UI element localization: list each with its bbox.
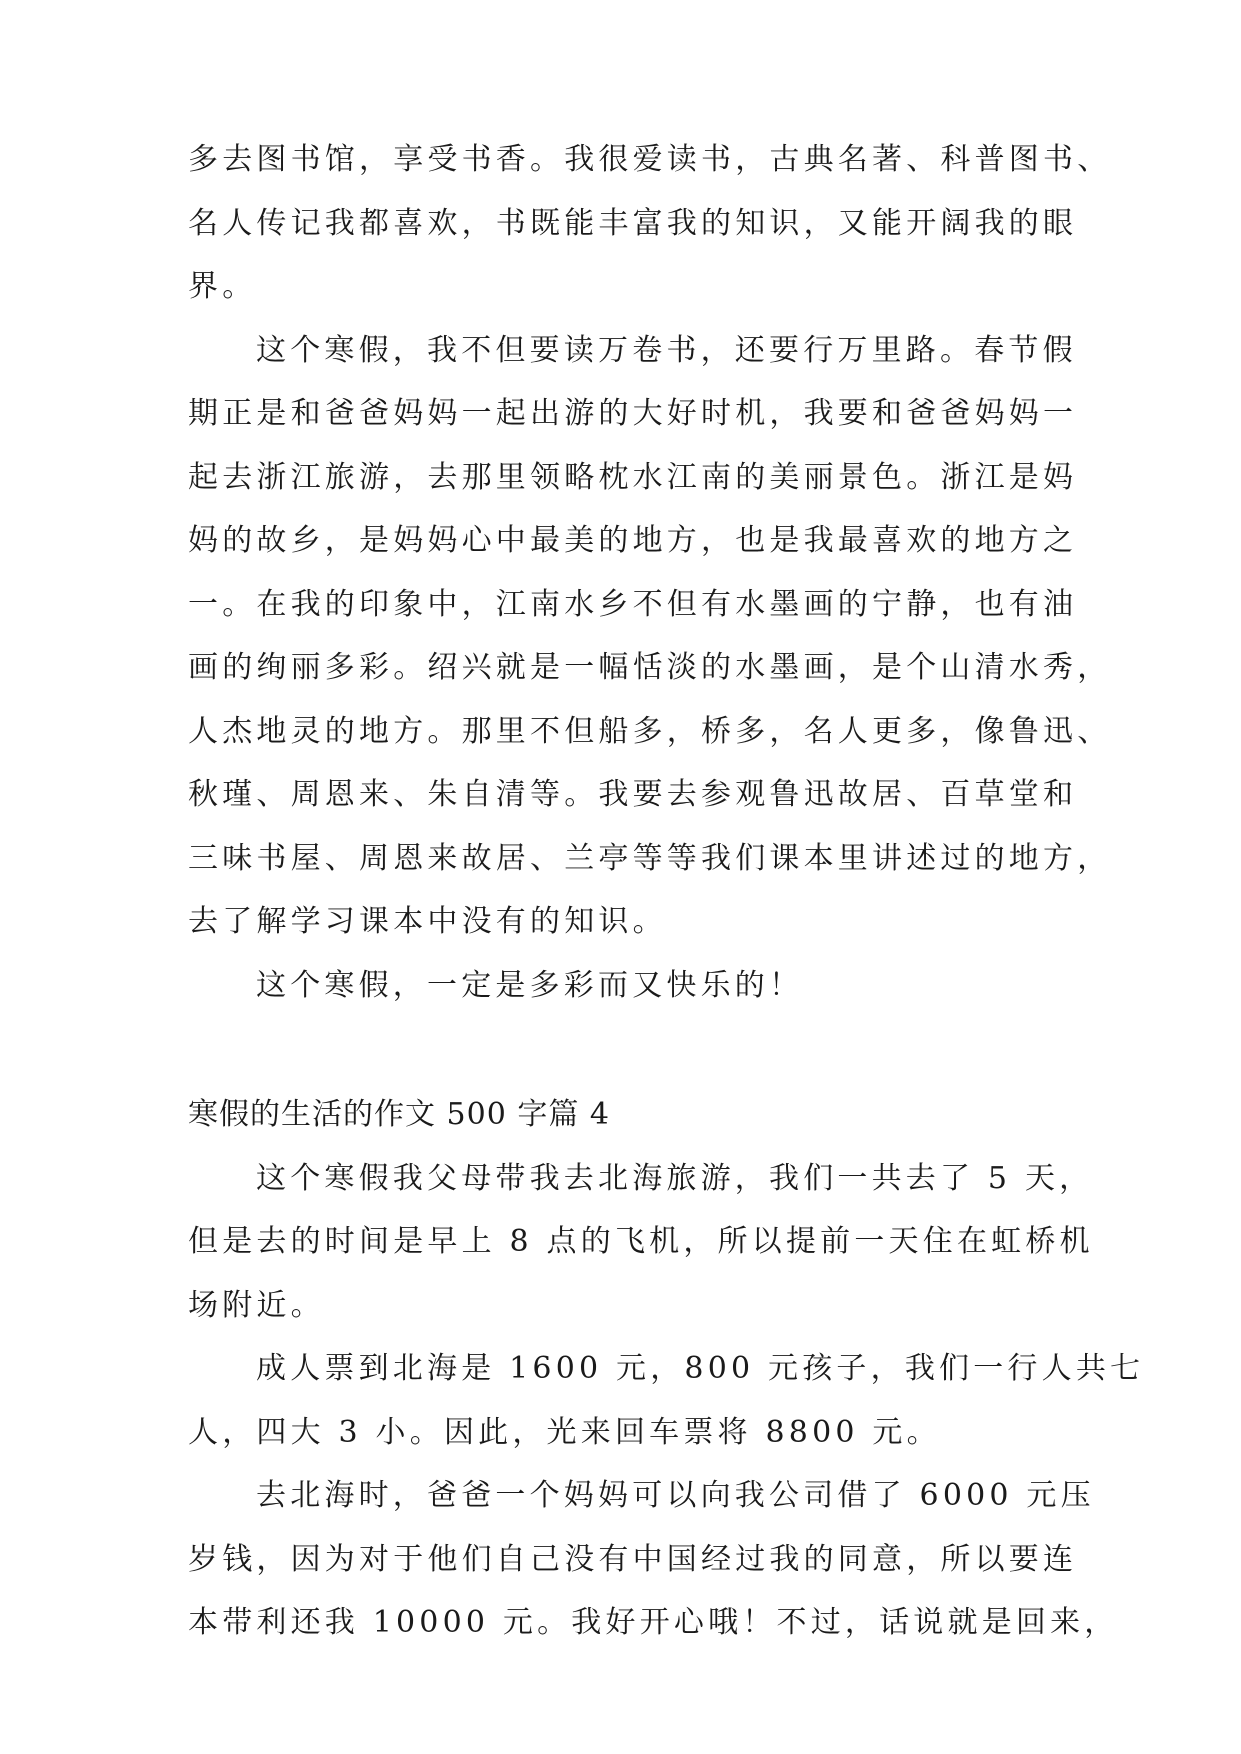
text-line: 妈的故乡，是妈妈心中最美的地方，也是我最喜欢的地方之 — [188, 523, 1078, 558]
text-line: 名人传记我都喜欢，书既能丰富我的知识，又能开阔我的眼 — [188, 205, 1078, 241]
text-line: 去了解学习课本中没有的知识。 — [188, 904, 667, 939]
text-line: 成人票到北海是 1600 元，800 元孩子，我们一行人共七 — [256, 1351, 1145, 1386]
text-line: 多去图书馆，享受书香。我很爱读书，古典名著、科普图书、 — [188, 142, 1112, 177]
text-line: 一。在我的印象中，江南水乡不但有水墨画的宁静，也有油 — [188, 586, 1078, 622]
text-line: 人杰地灵的地方。那里不但船多，桥多，名人更多，像鲁迅、 — [188, 713, 1112, 749]
text-line: 这个寒假，我不但要读万卷书，还要行万里路。春节假 — [256, 332, 1077, 368]
text-line: 去北海时，爸爸一个妈妈可以向我公司借了 6000 元压 — [256, 1478, 1095, 1513]
text-line: 起去浙江旅游，去那里领略枕水江南的美丽景色。浙江是妈 — [188, 459, 1078, 495]
text-line: 画的绚丽多彩。绍兴就是一幅恬淡的水墨画，是个山清水秀， — [188, 650, 1112, 685]
text-line: 秋瑾、周恩来、朱自清等。我要去参观鲁迅故居、百草堂和 — [188, 777, 1078, 812]
text-line: 期正是和爸爸妈妈一起出游的大好时机，我要和爸爸妈妈一 — [188, 396, 1078, 431]
text-line: 岁钱，因为对于他们自己没有中国经过我的同意，所以要连 — [188, 1541, 1078, 1577]
text-line: 人，四大 3 小。因此，光来回车票将 8800 元。 — [188, 1414, 941, 1450]
text-line: 这个寒假，一定是多彩而又快乐的！ — [256, 967, 804, 1003]
text-line: 本带利还我 10000 元。我好开心哦！不过，话说就是回来， — [188, 1605, 1119, 1640]
text-line: 这个寒假我父母带我去北海旅游，我们一共去了 5 天， — [256, 1160, 1094, 1196]
text-line: 界。 — [188, 269, 257, 304]
document-body — [188, 128, 1145, 1655]
paragraph-gap — [188, 1017, 1056, 1083]
text-line: 但是去的时间是早上 8 点的飞机，所以提前一天住在虹桥机 — [188, 1224, 1094, 1259]
section-heading: 寒假的生活的作文 500 字篇 4 — [188, 1097, 610, 1132]
text-line: 三味书屋、周恩来故居、兰亭等等我们课本里讲述过的地方， — [188, 840, 1112, 876]
text-line: 场附近。 — [188, 1287, 325, 1323]
